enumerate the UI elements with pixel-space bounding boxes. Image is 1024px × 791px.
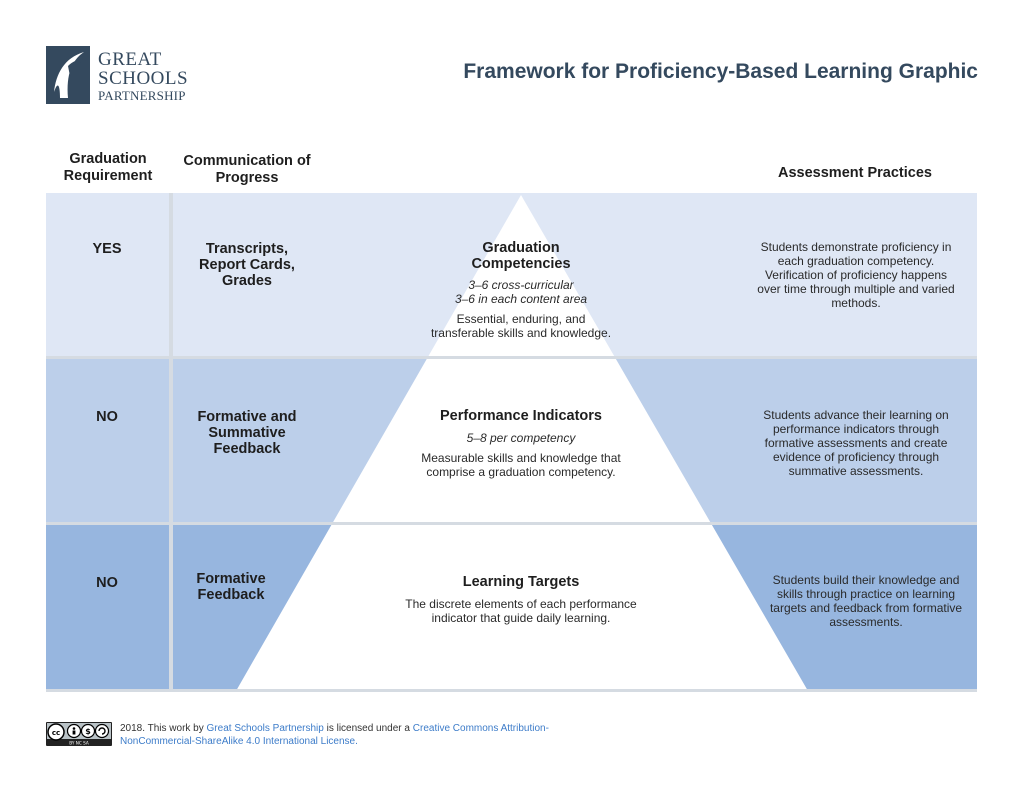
logo-line-1: GREAT	[98, 49, 162, 70]
link-great-schools-partnership[interactable]: Great Schools Partnership	[206, 723, 324, 734]
requirement-row-1: YES	[92, 241, 122, 257]
footer-text-middle: is licensed under a	[323, 723, 413, 734]
column-header-graduation-requirement: Graduation Requirement	[63, 151, 153, 184]
requirement-row-3: NO	[96, 575, 118, 591]
assessment-row-3: Students build their knowledge and skills through practice on learning targets and feedback from formative assessments.	[769, 573, 963, 629]
footer-license-text	[120, 722, 600, 748]
row-divider-2	[46, 522, 977, 525]
level-title-1: Graduation Competencies	[471, 240, 571, 272]
table-bottom-border	[46, 689, 977, 692]
assessment-row-1: Students demonstrate proficiency in each graduation competency. Verification of proficiency happens over time through multiple and varied methods.	[757, 240, 955, 310]
requirement-row-2: NO	[96, 409, 118, 425]
communication-row-1: Transcripts, Report Cards, Grades	[199, 241, 295, 289]
level-cell-3	[390, 574, 652, 625]
level-title-2: Performance Indicators	[440, 408, 602, 424]
svg-text:cc: cc	[51, 729, 61, 737]
column-divider	[169, 193, 173, 691]
footer-text-before: 2018. This work by	[120, 723, 207, 734]
level-cell-2	[400, 408, 642, 479]
column-header-communication: Communication of Progress	[183, 153, 311, 186]
svg-text:$: $	[85, 727, 91, 736]
level-desc-2: Measurable skills and knowledge that comprise a graduation competency.	[421, 451, 621, 479]
cc-badge-letters: BY NC SA	[69, 740, 89, 746]
level-title-3: Learning Targets	[462, 574, 580, 590]
footer	[46, 720, 606, 750]
level-sub-2: 5–8 per competency	[466, 431, 576, 445]
communication-row-2: Formative and Summative Feedback	[197, 409, 297, 457]
level-desc-1: Essential, enduring, and transferable skills and knowledge.	[430, 312, 612, 340]
level-sub-1b: 3–6 in each content area	[454, 292, 588, 306]
communication-row-3: Formative Feedback	[196, 571, 266, 603]
page-title: Framework for Proficiency-Based Learning Graphic	[463, 60, 978, 83]
logo-line-3: PARTNERSHIP	[98, 88, 186, 103]
link-creative-commons-license[interactable]: Creative Commons Attribution-NonCommercial-ShareAlike 4.0 International License.	[120, 723, 549, 747]
assessment-row-2: Students advance their learning on performance indicators through formative assessments and create evidence of proficiency through summative assessments.	[763, 408, 949, 478]
level-sub-1a: 3–6 cross-curricular	[468, 278, 574, 292]
level-desc-3: The discrete elements of each performance indicator that guide daily learning.	[405, 597, 637, 625]
row-divider-1	[46, 356, 977, 359]
logo-line-2: SCHOOLS	[98, 68, 189, 89]
level-cell-1	[410, 240, 632, 340]
column-header-assessment-practices: Assessment Practices	[778, 165, 932, 181]
creative-commons-license-icon	[46, 722, 112, 746]
